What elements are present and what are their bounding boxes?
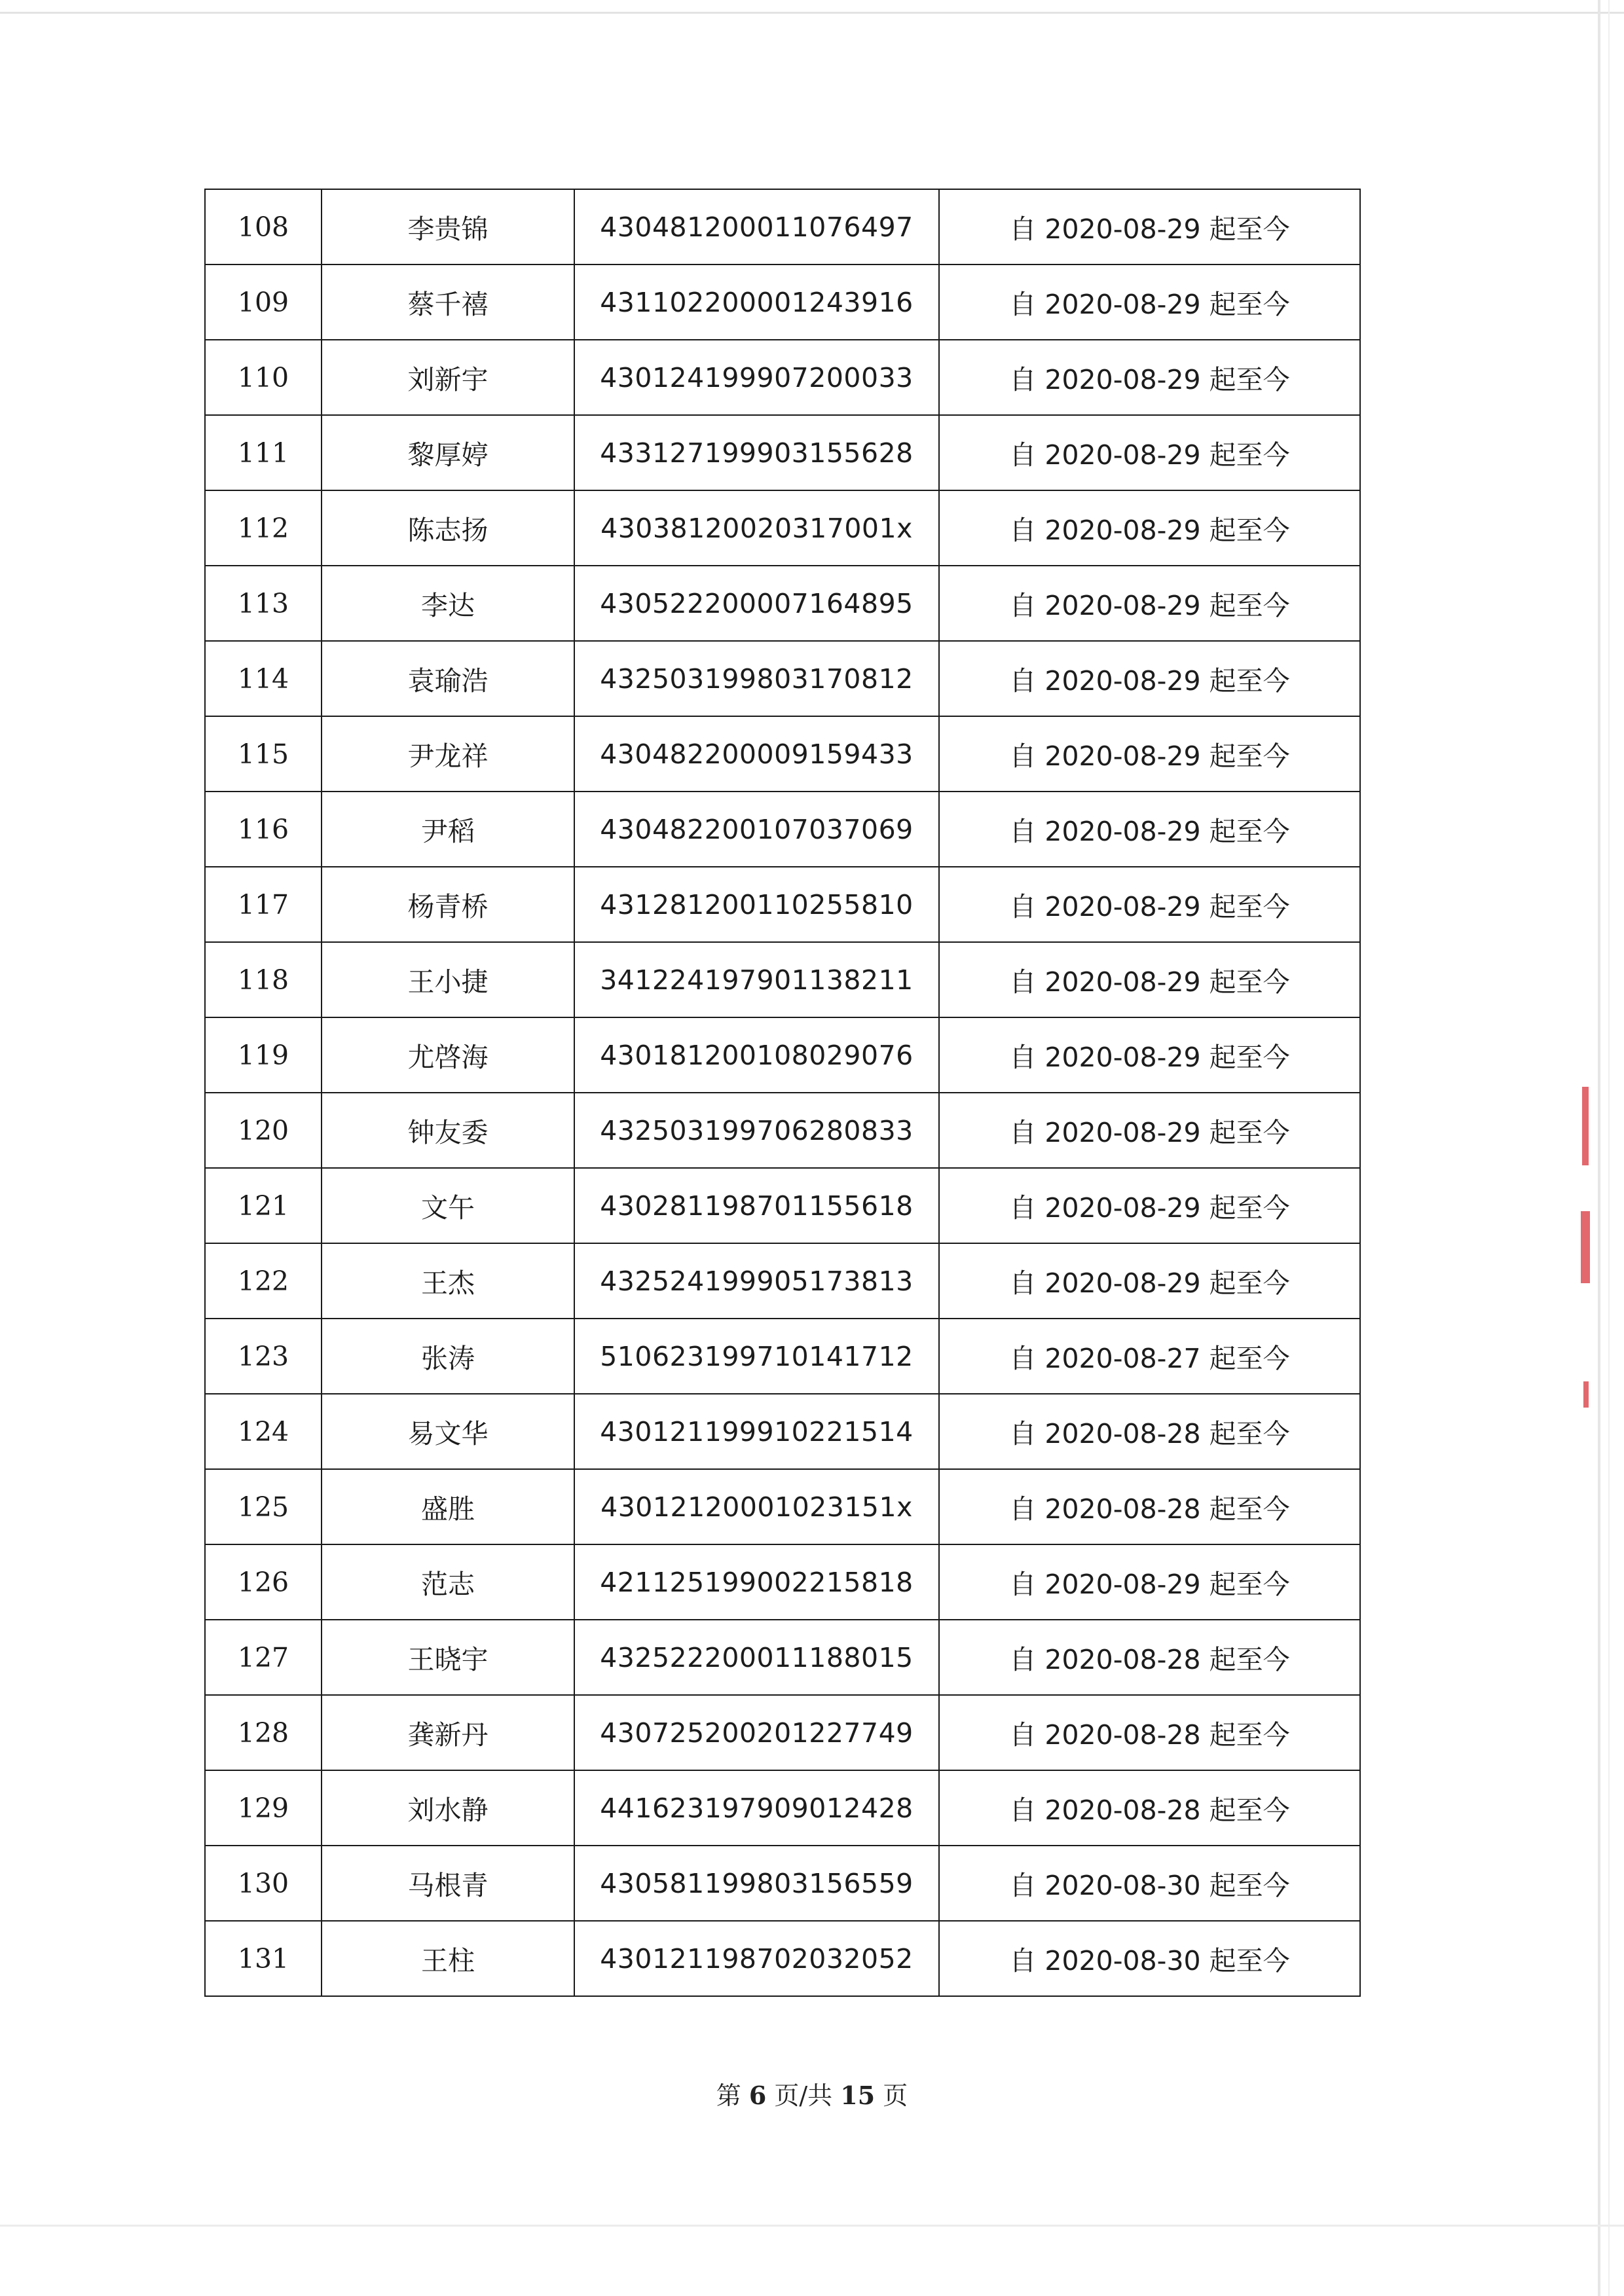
row-index: 122 <box>205 1243 322 1319</box>
row-period: 自 2020-08-29 起至今 <box>939 189 1360 264</box>
row-index: 114 <box>205 641 322 716</box>
row-name: 易文华 <box>322 1394 574 1469</box>
row-name: 袁瑜浩 <box>322 641 574 716</box>
row-id-number: 430482200009159433 <box>574 716 939 792</box>
row-name: 王晓宇 <box>322 1620 574 1695</box>
row-index: 120 <box>205 1093 322 1168</box>
row-id-number: 441623197909012428 <box>574 1770 939 1846</box>
row-index: 129 <box>205 1770 322 1846</box>
scan-edge-right-inner <box>1608 0 1610 2296</box>
row-id-number: 433127199903155628 <box>574 415 939 490</box>
row-name: 尹龙祥 <box>322 716 574 792</box>
table-row <box>205 1846 1360 1921</box>
row-name: 范志 <box>322 1544 574 1620</box>
table-row <box>205 340 1360 415</box>
row-name: 黎厚婷 <box>322 415 574 490</box>
table-row <box>205 1770 1360 1846</box>
row-period: 自 2020-08-28 起至今 <box>939 1695 1360 1770</box>
row-index: 113 <box>205 566 322 641</box>
row-period: 自 2020-08-29 起至今 <box>939 415 1360 490</box>
row-name: 杨青桥 <box>322 867 574 942</box>
row-period: 自 2020-08-29 起至今 <box>939 641 1360 716</box>
page-number <box>0 2075 1624 2111</box>
row-index: 123 <box>205 1319 322 1394</box>
row-id-number: 430181200108029076 <box>574 1017 939 1093</box>
row-id-number: 430124199907200033 <box>574 340 939 415</box>
row-id-number: 43012120001023151x <box>574 1469 939 1544</box>
row-id-number: 432503199706280833 <box>574 1093 939 1168</box>
row-name: 李达 <box>322 566 574 641</box>
row-period: 自 2020-08-29 起至今 <box>939 264 1360 340</box>
row-id-number: 430581199803156559 <box>574 1846 939 1921</box>
seal-fragment-1 <box>1582 1087 1589 1165</box>
row-index: 119 <box>205 1017 322 1093</box>
row-id-number: 421125199002215818 <box>574 1544 939 1620</box>
row-name: 蔡千禧 <box>322 264 574 340</box>
row-name: 王杰 <box>322 1243 574 1319</box>
row-id-number: 430482200107037069 <box>574 792 939 867</box>
row-name: 刘新宇 <box>322 340 574 415</box>
row-period: 自 2020-08-29 起至今 <box>939 1017 1360 1093</box>
row-period: 自 2020-08-28 起至今 <box>939 1770 1360 1846</box>
row-index: 112 <box>205 490 322 566</box>
row-index: 108 <box>205 189 322 264</box>
row-name: 王小捷 <box>322 942 574 1017</box>
row-id-number: 430281198701155618 <box>574 1168 939 1243</box>
row-name: 王柱 <box>322 1921 574 1996</box>
row-id-number: 43038120020317001x <box>574 490 939 566</box>
row-name: 陈志扬 <box>322 490 574 566</box>
row-id-number: 431102200001243916 <box>574 264 939 340</box>
scan-edge-top <box>0 12 1624 14</box>
row-period: 自 2020-08-29 起至今 <box>939 867 1360 942</box>
row-period: 自 2020-08-29 起至今 <box>939 1544 1360 1620</box>
seal-fragment-3 <box>1583 1381 1589 1408</box>
row-name: 张涛 <box>322 1319 574 1394</box>
table-row <box>205 641 1360 716</box>
row-period: 自 2020-08-28 起至今 <box>939 1620 1360 1695</box>
roster-table <box>204 189 1361 1997</box>
total-pages: 15 <box>840 2081 876 2110</box>
row-index: 127 <box>205 1620 322 1695</box>
table-row <box>205 716 1360 792</box>
table-row <box>205 264 1360 340</box>
row-index: 131 <box>205 1921 322 1996</box>
row-index: 128 <box>205 1695 322 1770</box>
row-period: 自 2020-08-28 起至今 <box>939 1394 1360 1469</box>
table-row <box>205 792 1360 867</box>
table-row <box>205 490 1360 566</box>
row-period: 自 2020-08-30 起至今 <box>939 1846 1360 1921</box>
table-row <box>205 189 1360 264</box>
page-middle: 页/共 <box>774 2081 833 2110</box>
row-id-number: 430522200007164895 <box>574 566 939 641</box>
row-period: 自 2020-08-30 起至今 <box>939 1921 1360 1996</box>
row-period: 自 2020-08-29 起至今 <box>939 566 1360 641</box>
row-period: 自 2020-08-29 起至今 <box>939 792 1360 867</box>
row-id-number: 431281200110255810 <box>574 867 939 942</box>
row-name: 尤啓海 <box>322 1017 574 1093</box>
row-name: 李贵锦 <box>322 189 574 264</box>
table-row <box>205 1620 1360 1695</box>
table-row <box>205 1469 1360 1544</box>
row-period: 自 2020-08-29 起至今 <box>939 1093 1360 1168</box>
table-row <box>205 1394 1360 1469</box>
table-row <box>205 1168 1360 1243</box>
row-period: 自 2020-08-29 起至今 <box>939 942 1360 1017</box>
row-index: 109 <box>205 264 322 340</box>
row-id-number: 341224197901138211 <box>574 942 939 1017</box>
row-name: 钟友委 <box>322 1093 574 1168</box>
table-row <box>205 1544 1360 1620</box>
page-suffix: 页 <box>883 2081 908 2110</box>
row-period: 自 2020-08-27 起至今 <box>939 1319 1360 1394</box>
scan-edge-bottom <box>0 2225 1624 2227</box>
row-id-number: 432522200011188015 <box>574 1620 939 1695</box>
row-id-number: 510623199710141712 <box>574 1319 939 1394</box>
table-row <box>205 415 1360 490</box>
seal-fragment-2 <box>1581 1211 1590 1283</box>
row-name: 龚新丹 <box>322 1695 574 1770</box>
row-index: 130 <box>205 1846 322 1921</box>
row-period: 自 2020-08-29 起至今 <box>939 1168 1360 1243</box>
row-id-number: 432503199803170812 <box>574 641 939 716</box>
row-index: 117 <box>205 867 322 942</box>
row-index: 125 <box>205 1469 322 1544</box>
row-index: 126 <box>205 1544 322 1620</box>
row-name: 刘水静 <box>322 1770 574 1846</box>
table-row <box>205 1017 1360 1093</box>
row-period: 自 2020-08-28 起至今 <box>939 1469 1360 1544</box>
current-page: 6 <box>748 2081 767 2110</box>
row-id-number: 430725200201227749 <box>574 1695 939 1770</box>
row-period: 自 2020-08-29 起至今 <box>939 716 1360 792</box>
table-row <box>205 1695 1360 1770</box>
row-index: 116 <box>205 792 322 867</box>
table-row <box>205 1319 1360 1394</box>
row-id-number: 430121199910221514 <box>574 1394 939 1469</box>
table-row <box>205 867 1360 942</box>
table-row <box>205 942 1360 1017</box>
row-index: 121 <box>205 1168 322 1243</box>
row-index: 110 <box>205 340 322 415</box>
row-index: 118 <box>205 942 322 1017</box>
table-row <box>205 566 1360 641</box>
table-row <box>205 1243 1360 1319</box>
row-id-number: 430481200011076497 <box>574 189 939 264</box>
row-name: 马根青 <box>322 1846 574 1921</box>
row-name: 尹稻 <box>322 792 574 867</box>
page-prefix: 第 <box>716 2081 741 2110</box>
row-name: 文午 <box>322 1168 574 1243</box>
row-index: 115 <box>205 716 322 792</box>
roster-body <box>205 189 1360 1996</box>
row-id-number: 430121198702032052 <box>574 1921 939 1996</box>
row-period: 自 2020-08-29 起至今 <box>939 340 1360 415</box>
row-index: 111 <box>205 415 322 490</box>
table-row <box>205 1093 1360 1168</box>
row-id-number: 432524199905173813 <box>574 1243 939 1319</box>
scan-edge-right <box>1598 0 1600 2296</box>
row-index: 124 <box>205 1394 322 1469</box>
row-name: 盛胜 <box>322 1469 574 1544</box>
row-period: 自 2020-08-29 起至今 <box>939 1243 1360 1319</box>
row-period: 自 2020-08-29 起至今 <box>939 490 1360 566</box>
table-row <box>205 1921 1360 1996</box>
